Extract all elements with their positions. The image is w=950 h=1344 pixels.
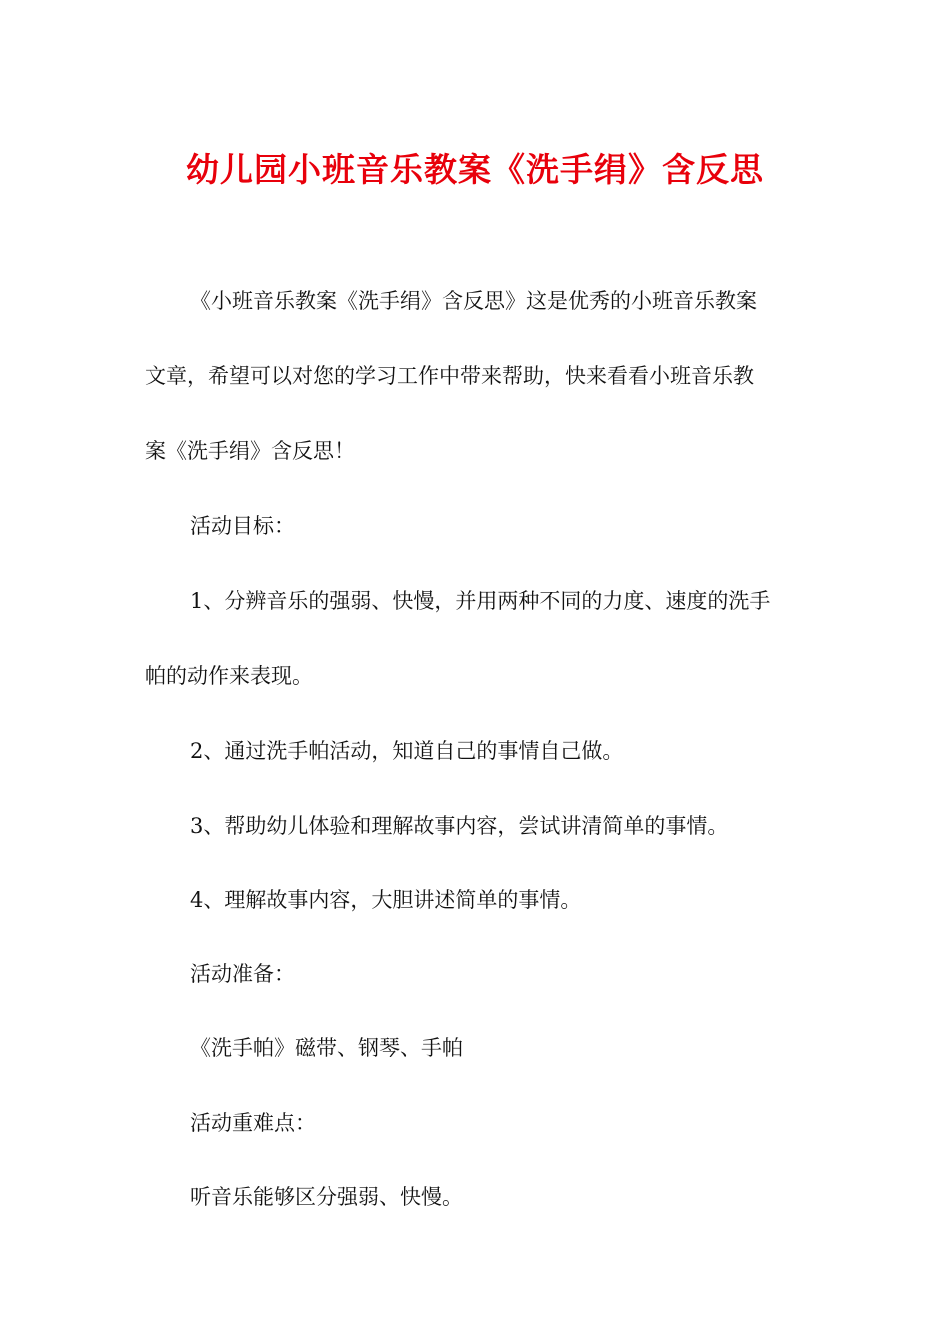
key-point-text: 听音乐能够区分强弱、快慢。 — [190, 1185, 463, 1209]
section-heading-preparation: 活动准备： — [190, 962, 295, 986]
intro-line-1: 《小班音乐教案《洗手绢》含反思》这是优秀的小班音乐教案 — [190, 289, 757, 313]
goal-3: 3、帮助幼儿体验和理解故事内容，尝试讲清简单的事情。 — [190, 814, 729, 838]
section-heading-goals: 活动目标： — [190, 514, 295, 538]
intro-line-2: 文章，希望可以对您的学习工作中带来帮助，快来看看小班音乐教 — [145, 364, 754, 388]
goal-2: 2、通过洗手帕活动，知道自己的事情自己做。 — [190, 739, 624, 763]
preparation-items: 《洗手帕》磁带、钢琴、手帕 — [190, 1036, 463, 1060]
goal-1-line-2: 帕的动作来表现。 — [145, 664, 313, 688]
intro-line-3: 案《洗手绢》含反思！ — [145, 439, 355, 463]
goal-1-line-1: 1、分辨音乐的强弱、快慢，并用两种不同的力度、速度的洗手 — [190, 589, 771, 613]
document-title: 幼儿园小班音乐教案《洗手绢》含反思 — [186, 150, 764, 189]
goal-4: 4、理解故事内容，大胆讲述简单的事情。 — [190, 888, 582, 912]
section-heading-key-points: 活动重难点： — [190, 1111, 316, 1135]
